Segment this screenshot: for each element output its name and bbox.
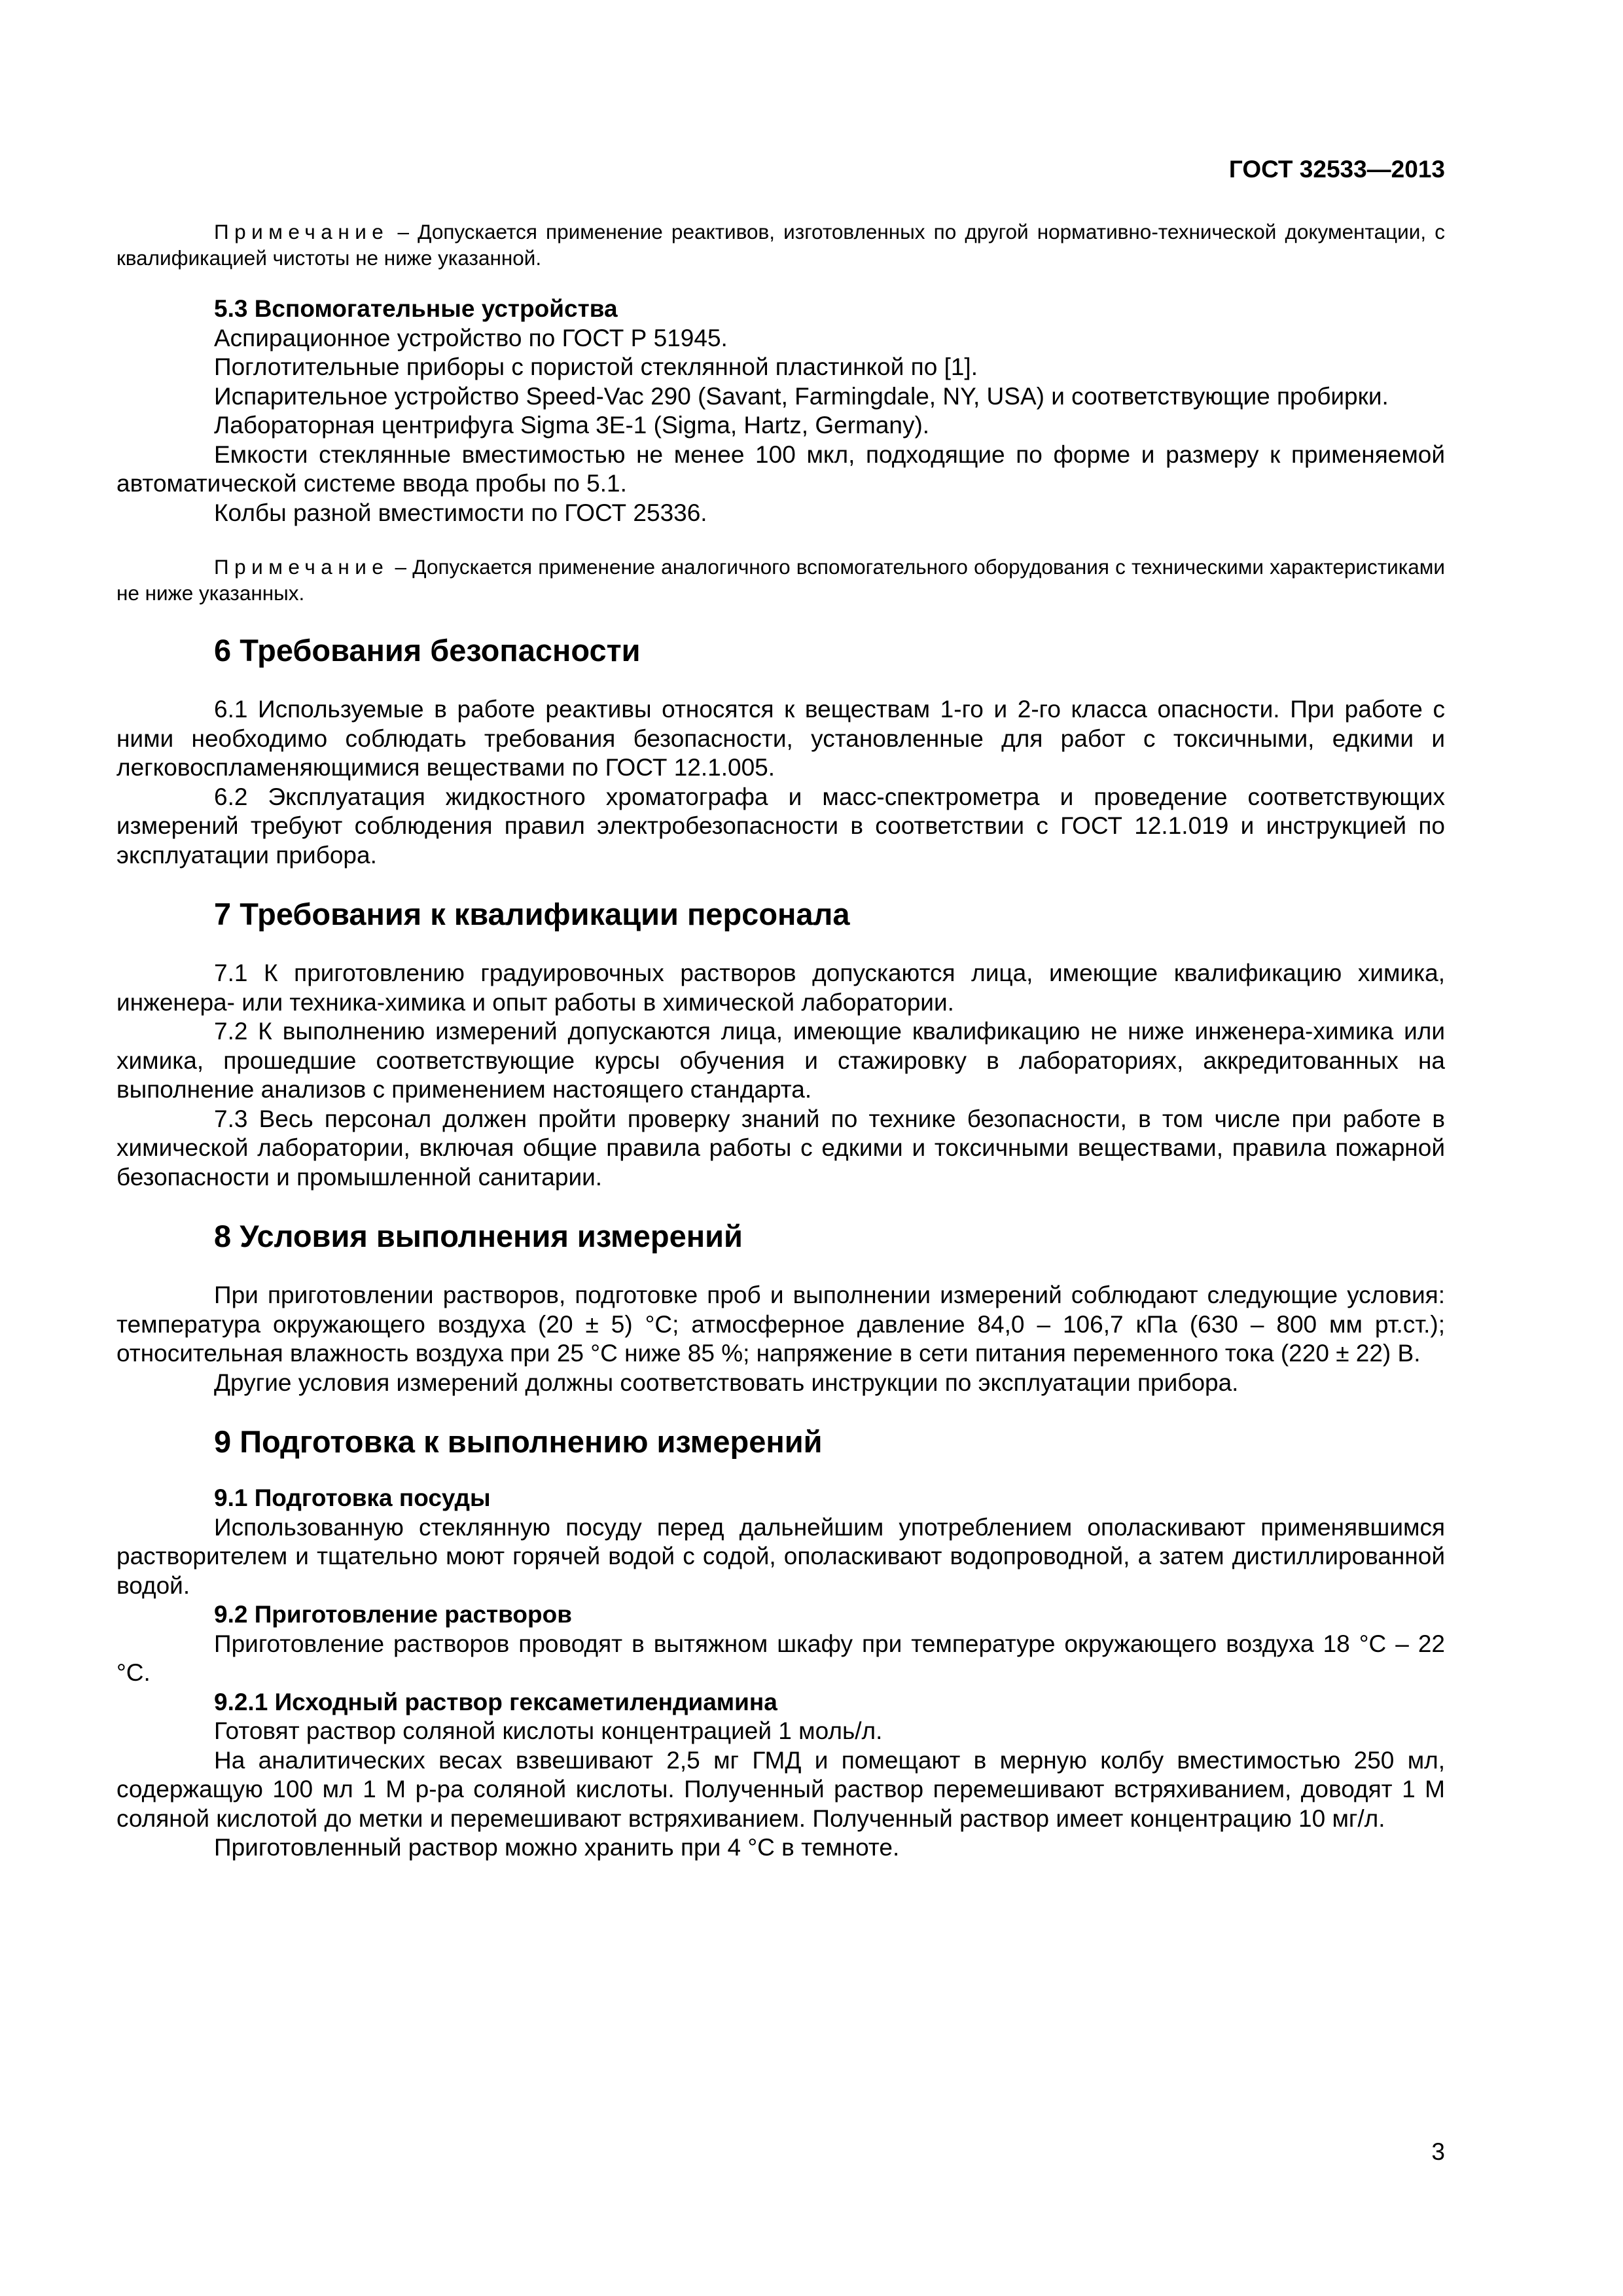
note-label: Примечание <box>214 220 389 243</box>
section-title-7: 7 Требования к квалификации персонала <box>214 897 850 931</box>
note-text: – Допускается применение реактивов, изготовленных по другой нормативно-технической документации, с квалификацией чистоты не ниже указанной. <box>116 220 1445 270</box>
page-header-standard: ГОСТ 32533—2013 <box>1228 156 1445 183</box>
subsection-title-9-2: 9.2 Приготовление растворов <box>214 1601 572 1628</box>
document-body <box>116 216 1445 1863</box>
section-title-9: 9 Подготовка к выполнению измерений <box>214 1424 823 1459</box>
paragraph: Приготовление растворов проводят в вытяжном шкафу при температуре окружающего воздуха 18 °С – 22 °С. <box>116 1630 1445 1686</box>
note-text: – Допускается применение аналогичного вспомогательного оборудования с техническими характеристиками не ниже указанных. <box>116 555 1445 605</box>
page-number: 3 <box>1431 2138 1445 2165</box>
note-reagents <box>116 219 1445 271</box>
paragraph: Приготовленный раствор можно хранить при 4 °С в темноте. <box>214 1834 900 1861</box>
subsection-title-5-3: 5.3 Вспомогательные устройства <box>214 295 618 322</box>
paragraph: Готовят раствор соляной кислоты концентрацией 1 моль/л. <box>214 1717 883 1744</box>
paragraph: 7.3 Весь персонал должен пройти проверку знаний по технике безопасности, в том числе при работе в химической лаборатории, включая общие правила работы с едкими и токсичными веществами, правила пожарной безопасности и промышленной санитарии. <box>116 1105 1445 1191</box>
paragraph: Другие условия измерений должны соответствовать инструкции по эксплуатации прибора. <box>214 1369 1239 1396</box>
section-title-8: 8 Условия выполнения измерений <box>214 1219 743 1253</box>
paragraph: Испарительное устройство Speed-Vac 290 (Savant, Farmingdale, NY, USA) и соответствующие пробирки. <box>214 382 1389 410</box>
section-title-6: 6 Требования безопасности <box>214 633 641 668</box>
paragraph: Использованную стеклянную посуду перед дальнейшим употреблением ополаскивают применявшимся растворителем и тщательно моют горячей водой с содой, ополаскивают водопроводной, а затем дистиллированной водой. <box>116 1513 1445 1599</box>
subsection-title-9-1: 9.1 Подготовка посуды <box>214 1484 491 1511</box>
paragraph: На аналитических весах взвешивают 2,5 мг ГМД и помещают в мерную колбу вместимостью 250 мл, содержащую 100 мл 1 М р-ра соляной кислоты. Полученный раствор перемешивают встряхиванием, доводят 1 М соляной кислотой до метки и перемешивают встряхиванием. Полученный раствор имеет концентрацию 10 мг/л. <box>116 1746 1445 1832</box>
paragraph: Лабораторная центрифуга Sigma 3E-1 (Sigma, Hartz, Germany). <box>214 412 930 439</box>
note-equipment <box>116 554 1445 606</box>
paragraph: 6.2 Эксплуатация жидкостного хроматографа и масс-спектрометра и проведение соответствующих измерений требуют соблюдения правил электробезопасности в соответствии с ГОСТ 12.1.019 и инструкцией по эксплуатации прибора. <box>116 783 1445 869</box>
paragraph: Колбы разной вместимости по ГОСТ 25336. <box>214 499 707 526</box>
note-label: Примечание <box>214 555 389 579</box>
paragraph: Аспирационное устройство по ГОСТ Р 51945. <box>214 324 728 351</box>
paragraph: 7.2 К выполнению измерений допускаются лица, имеющие квалификацию не ниже инженера-химика или химика, прошедшие соответствующие курсы обучения и стажировку в лабораториях, аккредитованных на выполнение анализов с применением настоящего стандарта. <box>116 1018 1445 1103</box>
paragraph: Поглотительные приборы с пористой стеклянной пластинкой по [1]. <box>214 353 978 380</box>
paragraph: Емкости стеклянные вместимостью не менее 100 мкл, подходящие по форме и размеру к применяемой автоматической системе ввода пробы по 5.1. <box>116 440 1445 497</box>
paragraph: 6.1 Используемые в работе реактивы относятся к веществам 1-го и 2-го класса опасности. При работе с ними необходимо соблюдать требования безопасности, установленные для работ с токсичными, едкими и легковоспламеняющимися веществами по ГОСТ 12.1.005. <box>116 696 1445 781</box>
subsection-title-9-2-1: 9.2.1 Исходный раствор гексаметилендиамина <box>214 1688 777 1715</box>
paragraph: При приготовлении растворов, подготовке проб и выполнении измерений соблюдают следующие условия: температура окружающего воздуха (20 ± 5) °С; атмосферное давление 84,0 – 106,7 кПа (630 – 800 мм рт.ст.); относительная влажность воздуха при 25 °С ниже 85 %; напряжение в сети питания переменного тока (220 ± 22) В. <box>116 1282 1445 1367</box>
paragraph: 7.1 К приготовлению градуировочных растворов допускаются лица, имеющие квалификацию химика, инженера- или техника-химика и опыт работы в химической лаборатории. <box>116 960 1445 1016</box>
